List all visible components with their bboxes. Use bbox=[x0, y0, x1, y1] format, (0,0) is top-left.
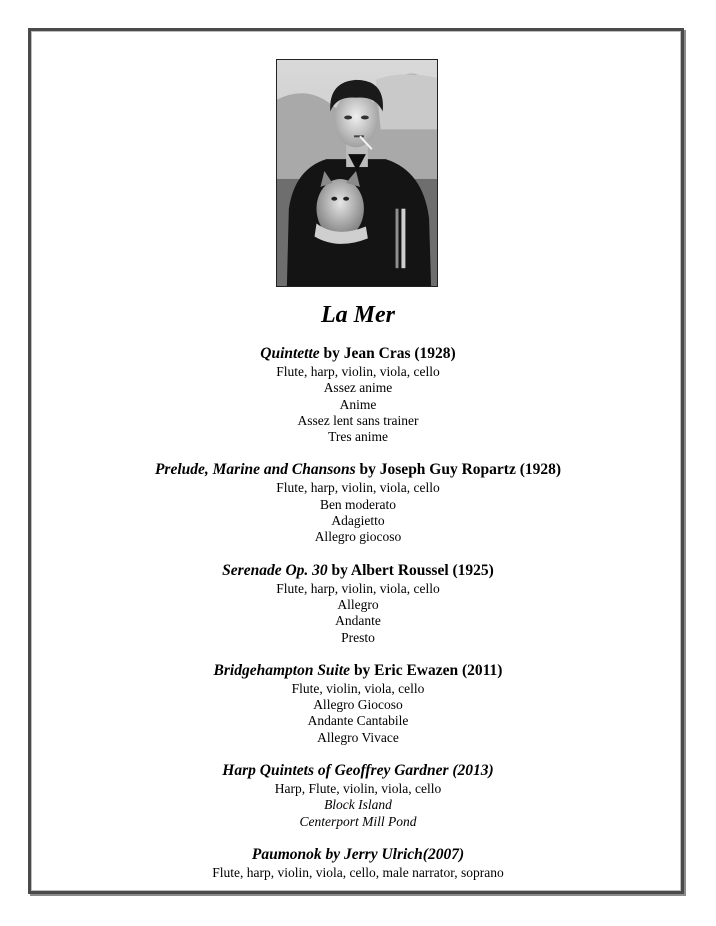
instrumentation: Flute, harp, violin, viola, cello bbox=[276, 580, 440, 596]
instrumentation: Harp, Flute, violin, viola, cello bbox=[274, 781, 442, 797]
work-title: Harp Quintets of Geoffrey Gardner (2013) bbox=[222, 762, 494, 780]
piece-heading bbox=[30, 661, 686, 681]
piece-1 bbox=[30, 344, 686, 445]
composer-credit: by Eric Ewazen (2011) bbox=[350, 661, 503, 679]
movement: Tres anime bbox=[328, 429, 388, 445]
concert-title: La Mer bbox=[321, 302, 395, 328]
movement: Presto bbox=[341, 629, 375, 645]
movement: Andante bbox=[335, 613, 381, 629]
composer-credit: by Joseph Guy Ropartz (1928) bbox=[355, 461, 562, 479]
movement: Anime bbox=[339, 396, 377, 412]
piece-4 bbox=[30, 661, 686, 746]
movement: Allegro Giocoso bbox=[313, 697, 403, 713]
movement: Adagietto bbox=[331, 513, 385, 529]
work-title: Bridgehampton Suite bbox=[213, 661, 351, 679]
composer-credit: by Albert Roussel (1925) bbox=[327, 561, 494, 579]
movement: Assez anime bbox=[323, 380, 393, 396]
work-title: Prelude, Marine and Chansons bbox=[154, 461, 356, 479]
program-listing bbox=[30, 344, 686, 896]
piece-heading bbox=[30, 845, 686, 865]
movement: Allegro Vivace bbox=[317, 729, 399, 745]
movement: Allegro giocoso bbox=[314, 529, 402, 545]
composer-credit: by Jean Cras (1928) bbox=[319, 345, 456, 362]
piece-heading bbox=[30, 761, 686, 781]
piece-6 bbox=[30, 845, 686, 881]
piece-3 bbox=[30, 561, 686, 646]
work-title: Paumonok by Jerry Ulrich(2007) bbox=[251, 845, 465, 863]
work-title: Serenade Op. 30 bbox=[222, 561, 328, 579]
movement: Centerport Mill Pond bbox=[299, 813, 417, 829]
instrumentation: Flute, harp, violin, viola, cello, male narrator, soprano bbox=[212, 864, 504, 880]
movement: Andante Cantabile bbox=[307, 713, 409, 729]
movement: Ben moderato bbox=[319, 496, 397, 512]
piece-2 bbox=[30, 460, 686, 545]
instrumentation: Flute, harp, violin, viola, cello bbox=[276, 364, 440, 379]
instrumentation: Flute, harp, violin, viola, cello bbox=[276, 480, 440, 496]
piece-heading bbox=[30, 344, 686, 364]
instrumentation: Flute, violin, viola, cello bbox=[291, 680, 425, 696]
piece-heading bbox=[30, 561, 686, 581]
piece-5 bbox=[30, 761, 686, 830]
composer-portrait-photo bbox=[276, 59, 438, 287]
movement: Block Island bbox=[324, 797, 392, 813]
movement: Allegro bbox=[337, 596, 379, 612]
movement: Assez lent sans trainer bbox=[297, 412, 419, 428]
work-title: Quintette bbox=[260, 345, 320, 362]
piece-heading bbox=[30, 460, 686, 480]
